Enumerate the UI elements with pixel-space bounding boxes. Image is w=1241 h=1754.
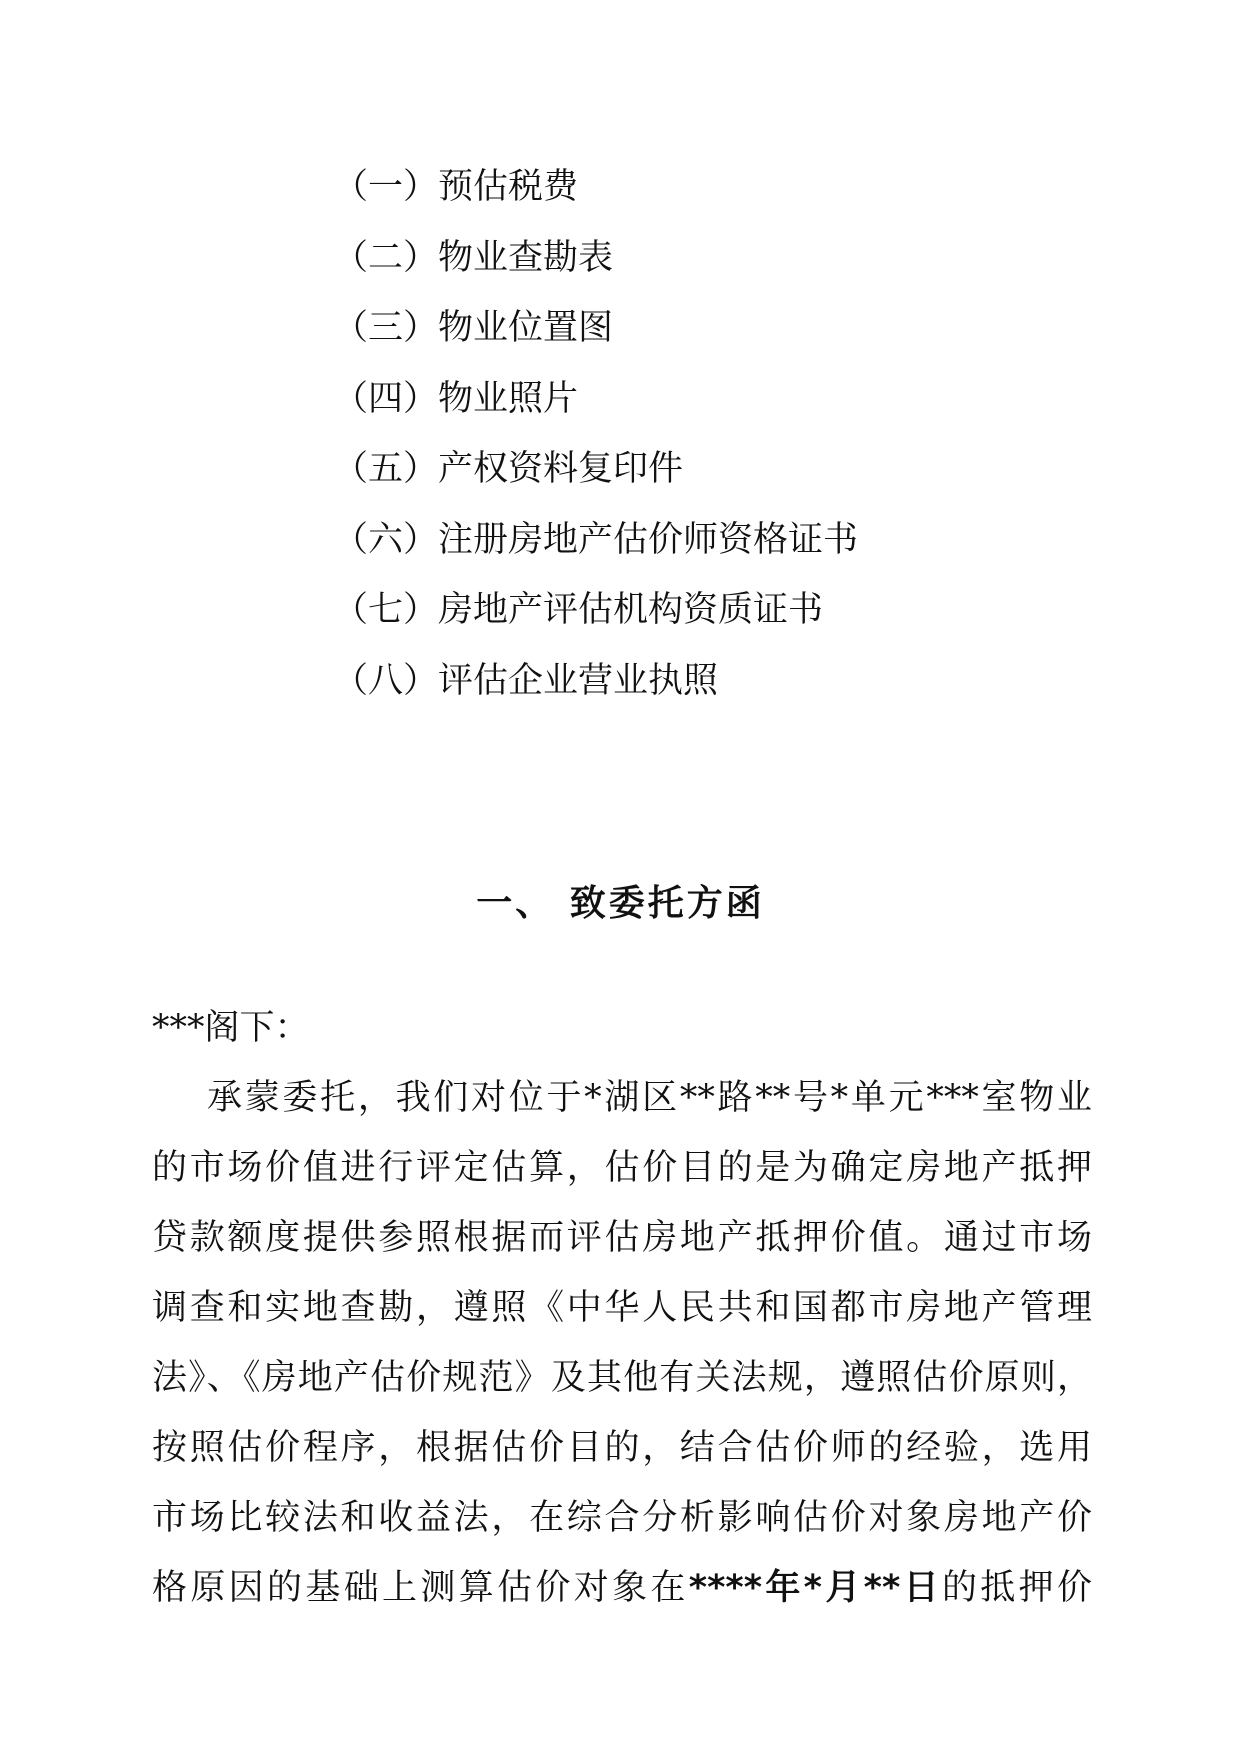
paragraph-line: 法》、《房地产估价规范》及其他有关法规，遵照估价原则， xyxy=(152,1358,1092,1398)
paragraph-line: 按照估价程序，根据估价目的，结合估价师的经验，选用 xyxy=(152,1428,1092,1468)
appendix-item: （一）预估税费 xyxy=(333,167,579,207)
salutation: ***阁下： xyxy=(152,1008,310,1048)
appendix-item: （三）物业位置图 xyxy=(333,308,614,348)
paragraph-line: 的市场价值进行评定估算，估价目的是为确定房地产抵押 xyxy=(152,1148,1092,1188)
text-segment: 的抵押价 xyxy=(941,1568,1092,1608)
paragraph-line: 贷款额度提供参照根据而评估房地产抵押价值。通过市场 xyxy=(152,1218,1092,1258)
paragraph-line: 承蒙委托，我们对位于*湖区**路**号*单元***室物业 xyxy=(207,1078,1092,1118)
valuation-date: ****年*月**日 xyxy=(688,1568,942,1608)
appendix-item: （八）评估企业营业执照 xyxy=(333,660,719,701)
appendix-item: （二）物业查勘表 xyxy=(333,237,614,278)
appendix-item: （四）物业照片 xyxy=(333,378,579,419)
appendix-item: （七）房地产评估机构资质证书 xyxy=(333,590,824,630)
paragraph-line: 市场比较法和收益法，在综合分析影响估价对象房地产价 xyxy=(152,1498,1092,1538)
appendix-item: （五）产权资料复印件 xyxy=(333,449,684,489)
appendix-item: （六）注册房地产估价师资格证书 xyxy=(333,519,859,560)
letter-body xyxy=(152,993,1092,1623)
paragraph-line: 调查和实地查勘，遵照《中华人民共和国都市房地产管理 xyxy=(152,1288,1092,1328)
text-segment: 格原因的基础上测算估价对象在 xyxy=(152,1568,689,1608)
appendix-list xyxy=(333,152,1053,716)
paragraph-line-last xyxy=(152,1553,1092,1623)
section-title: 一、 致委托方函 xyxy=(476,883,765,924)
